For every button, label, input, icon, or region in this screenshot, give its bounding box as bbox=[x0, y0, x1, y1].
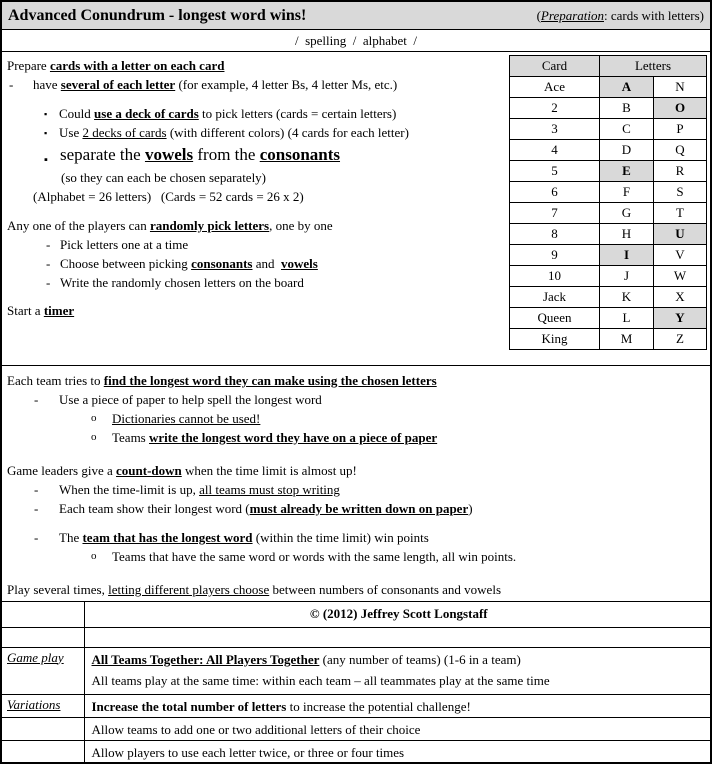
text-segment: Start a bbox=[7, 303, 44, 318]
circle-bullet-icon: o bbox=[91, 431, 97, 443]
letter-cell: P bbox=[654, 119, 707, 140]
text-segment: (with different colors) (4 cards for each letter) bbox=[166, 125, 409, 140]
letter-cell: Q bbox=[654, 140, 707, 161]
text-segment: have bbox=[33, 77, 61, 92]
text-segment: Write the randomly chosen letters on the board bbox=[60, 275, 304, 290]
text-segment: , one by one bbox=[269, 218, 333, 233]
letter-cell: U bbox=[654, 224, 707, 245]
footer-row bbox=[2, 717, 710, 740]
footer-row-content bbox=[84, 602, 710, 627]
text-segment: vowels bbox=[144, 145, 194, 164]
text-segment: cards with a letter on each card bbox=[49, 58, 225, 73]
text-segment: to increase the potential challenge! bbox=[286, 698, 471, 714]
gameplay-section bbox=[2, 366, 710, 602]
card-value: 7 bbox=[510, 203, 600, 224]
text-segment: (so they can each be chosen separately) bbox=[61, 170, 267, 185]
text-segment: count-down bbox=[116, 463, 182, 478]
text-line bbox=[2, 168, 510, 187]
letter-cell: T bbox=[654, 203, 707, 224]
text-line bbox=[2, 480, 710, 499]
letter-cell: E bbox=[600, 161, 654, 182]
letter-cell: I bbox=[600, 245, 654, 266]
dash-bullet-icon: - bbox=[46, 275, 51, 290]
text-segment: All Teams Together: All Players Together bbox=[91, 651, 320, 667]
text-line bbox=[92, 649, 707, 670]
letter-cell: H bbox=[600, 224, 654, 245]
text-line bbox=[2, 235, 510, 254]
text-line bbox=[2, 273, 510, 292]
text-segment: when the time limit is almost up! bbox=[181, 463, 357, 478]
text-segment: (Alphabet = 26 letters) (Cards = 52 cards = 26 x 2) bbox=[33, 189, 304, 204]
circle-bullet-icon: o bbox=[91, 412, 97, 424]
text-line bbox=[2, 499, 710, 518]
card-letter-table bbox=[509, 55, 707, 350]
text-segment: Allow players to use each letter twice, or three or four times bbox=[91, 744, 405, 760]
text-line bbox=[92, 603, 707, 624]
letter-cell: M bbox=[600, 329, 654, 350]
card-value: 10 bbox=[510, 266, 600, 287]
footer-row-content bbox=[84, 694, 710, 717]
card-table-header-row bbox=[510, 56, 707, 77]
preparation-row bbox=[2, 52, 710, 366]
spacer bbox=[2, 518, 710, 528]
dash-bullet-icon: - bbox=[34, 501, 39, 516]
text-segment: must already be written down on paper bbox=[249, 501, 469, 516]
text-segment: The bbox=[59, 530, 83, 545]
text-line bbox=[2, 461, 710, 480]
text-segment: Could bbox=[59, 106, 95, 121]
footer-row bbox=[2, 694, 710, 717]
text-segment: Pick letters one at a time bbox=[60, 237, 189, 252]
text-line bbox=[92, 719, 707, 740]
letter-cell: W bbox=[654, 266, 707, 287]
text-segment: to pick letters (cards = certain letters) bbox=[198, 106, 397, 121]
dash-bullet-icon: - bbox=[34, 392, 39, 407]
letter-cell: C bbox=[600, 119, 654, 140]
card-row bbox=[510, 203, 707, 224]
text-segment: separate the bbox=[60, 145, 145, 164]
text-segment: consonants bbox=[191, 256, 253, 271]
card-row bbox=[510, 98, 707, 119]
letter-cell: B bbox=[600, 98, 654, 119]
text-segment: and bbox=[252, 256, 282, 271]
text-segment: Allow teams to add one or two additional letters of their choice bbox=[91, 721, 421, 737]
square-bullet-icon: ▪ bbox=[44, 128, 48, 138]
text-line bbox=[2, 371, 710, 390]
text-segment: Game play bbox=[7, 649, 64, 665]
card-row bbox=[510, 245, 707, 266]
square-bullet-icon: ▪ bbox=[44, 109, 48, 119]
footer-row-label bbox=[2, 694, 84, 717]
spacer bbox=[2, 292, 510, 301]
letter-cell: G bbox=[600, 203, 654, 224]
text-segment: timer bbox=[43, 303, 75, 318]
text-segment: from the bbox=[193, 145, 260, 164]
footer-row-content bbox=[84, 627, 710, 647]
text-line bbox=[2, 56, 510, 75]
text-segment: ) bbox=[468, 501, 473, 516]
card-row bbox=[510, 224, 707, 245]
text-segment: ( bbox=[536, 7, 541, 23]
card-value: 3 bbox=[510, 119, 600, 140]
text-segment: use a deck of cards bbox=[94, 106, 199, 121]
card-value: Jack bbox=[510, 287, 600, 308]
text-segment: several of each letter bbox=[60, 77, 176, 92]
card-row bbox=[510, 182, 707, 203]
text-segment: Advanced Conundrum - longest word wins! bbox=[8, 6, 307, 24]
card-value: Ace bbox=[510, 77, 600, 98]
letter-cell: A bbox=[600, 77, 654, 98]
text-line bbox=[2, 187, 510, 206]
text-segment: : cards with letters) bbox=[604, 7, 704, 23]
text-segment: Each team tries to bbox=[7, 373, 104, 388]
text-line bbox=[2, 254, 510, 273]
text-segment: 2 decks of cards bbox=[82, 125, 167, 140]
card-row bbox=[510, 266, 707, 287]
text-line bbox=[2, 528, 710, 547]
circle-bullet-icon: o bbox=[91, 550, 97, 562]
footer-row bbox=[2, 627, 710, 647]
card-row bbox=[510, 308, 707, 329]
text-line bbox=[2, 428, 710, 447]
card-row bbox=[510, 140, 707, 161]
text-segment: Play several times, bbox=[7, 582, 109, 597]
letter-cell: O bbox=[654, 98, 707, 119]
text-line bbox=[2, 216, 510, 235]
letter-cell: Y bbox=[654, 308, 707, 329]
spacer bbox=[2, 447, 710, 461]
footer-row-label bbox=[2, 647, 84, 694]
card-value: 6 bbox=[510, 182, 600, 203]
footer-row-content bbox=[84, 740, 710, 763]
text-segment: All teams play at the same time: within each team – all teammates play at the same time bbox=[91, 672, 550, 688]
card-row bbox=[510, 161, 707, 182]
footer-row-label bbox=[2, 602, 84, 627]
text-segment: Teams bbox=[112, 430, 149, 445]
text-segment: Game leaders give a bbox=[7, 463, 117, 478]
letter-cell: Z bbox=[654, 329, 707, 350]
text-line bbox=[2, 104, 510, 123]
text-segment: team that has the longest word bbox=[82, 530, 253, 545]
text-segment: between numbers of consonants and vowels bbox=[269, 582, 501, 597]
letter-cell: N bbox=[654, 77, 707, 98]
footer-row-content bbox=[84, 647, 710, 694]
footer-row-label bbox=[2, 740, 84, 763]
text-line bbox=[2, 142, 510, 168]
dash-bullet-icon: - bbox=[34, 482, 39, 497]
text-segment: Any one of the players can bbox=[7, 218, 150, 233]
letter-cell: K bbox=[600, 287, 654, 308]
footer-table bbox=[2, 602, 710, 763]
text-segment: Use bbox=[59, 125, 83, 140]
footer-row-label bbox=[2, 627, 84, 647]
square-bullet-icon: ▪ bbox=[44, 154, 48, 166]
text-segment: consonants bbox=[259, 145, 341, 164]
letter-cell: R bbox=[654, 161, 707, 182]
letter-cell: X bbox=[654, 287, 707, 308]
text-segment: randomly pick letters bbox=[149, 218, 270, 233]
footer-row bbox=[2, 740, 710, 763]
text-line bbox=[2, 390, 710, 409]
letter-cell: L bbox=[600, 308, 654, 329]
card-row bbox=[510, 329, 707, 350]
text-segment: Increase the total number of letters bbox=[91, 698, 287, 714]
title-bar bbox=[2, 2, 710, 30]
text-segment: vowels bbox=[281, 256, 318, 271]
spacer bbox=[2, 94, 510, 104]
letter-cell: F bbox=[600, 182, 654, 203]
card-value: 5 bbox=[510, 161, 600, 182]
card-value: Queen bbox=[510, 308, 600, 329]
dash-bullet-icon: - bbox=[34, 530, 39, 545]
card-value: 4 bbox=[510, 140, 600, 161]
text-segment: Dictionaries cannot be used! bbox=[112, 411, 261, 426]
dash-bullet-icon: - bbox=[46, 237, 51, 252]
card-value: 9 bbox=[510, 245, 600, 266]
card-row bbox=[510, 119, 707, 140]
preparation-section bbox=[2, 56, 510, 320]
dash-bullet-icon: - bbox=[9, 77, 14, 92]
letters-column-header: Letters bbox=[600, 56, 707, 77]
text-segment: © (2012) Jeffrey Scott Longstaff bbox=[309, 606, 488, 621]
text-segment: (any number of teams) (1-6 in a team) bbox=[319, 651, 521, 667]
dash-bullet-icon: - bbox=[46, 256, 51, 271]
text-segment: write the longest word they have on a piece of paper bbox=[149, 430, 438, 445]
text-segment: Teams that have the same word or words with the same length, all win points. bbox=[112, 549, 517, 564]
letter-cell: V bbox=[654, 245, 707, 266]
footer-row bbox=[2, 647, 710, 694]
letter-cell: S bbox=[654, 182, 707, 203]
text-segment: (for example, 4 letter Bs, 4 letter Ms, etc.) bbox=[175, 77, 398, 92]
card-value: King bbox=[510, 329, 600, 350]
text-line bbox=[2, 409, 710, 428]
text-line bbox=[2, 75, 510, 94]
footer-row-label bbox=[2, 717, 84, 740]
spacer bbox=[2, 566, 710, 580]
text-segment: Prepare bbox=[7, 58, 50, 73]
footer-row-content bbox=[84, 717, 710, 740]
text-line bbox=[2, 301, 510, 320]
card-value: 2 bbox=[510, 98, 600, 119]
text-line bbox=[2, 123, 510, 142]
text-segment: Variations bbox=[7, 696, 61, 712]
text-segment: Use a piece of paper to help spell the longest word bbox=[59, 392, 322, 407]
category-path: / spelling / alphabet / bbox=[2, 30, 710, 52]
text-segment: (within the time limit) win points bbox=[252, 530, 429, 545]
card-column-header: Card bbox=[510, 56, 600, 77]
card-row bbox=[510, 287, 707, 308]
preparation-note bbox=[537, 8, 704, 24]
text-segment: find the longest word they can make using the chosen letters bbox=[103, 373, 437, 388]
text-segment: Preparation bbox=[540, 7, 604, 23]
text-line bbox=[2, 547, 710, 566]
text-segment: When the time-limit is up, bbox=[59, 482, 200, 497]
card-value: 8 bbox=[510, 224, 600, 245]
text-line bbox=[92, 742, 707, 763]
letter-cell: D bbox=[600, 140, 654, 161]
text-segment: all teams must stop writing bbox=[199, 482, 340, 497]
letter-cell: J bbox=[600, 266, 654, 287]
text-line bbox=[2, 580, 710, 599]
text-segment: Choose between picking bbox=[60, 256, 192, 271]
spacer bbox=[2, 206, 510, 216]
card-row bbox=[510, 77, 707, 98]
footer-row bbox=[2, 602, 710, 627]
page-title bbox=[8, 7, 306, 25]
text-line bbox=[92, 670, 707, 691]
text-segment: letting different players choose bbox=[108, 582, 270, 597]
text-segment: Each team show their longest word ( bbox=[59, 501, 250, 516]
text-line bbox=[92, 696, 707, 717]
